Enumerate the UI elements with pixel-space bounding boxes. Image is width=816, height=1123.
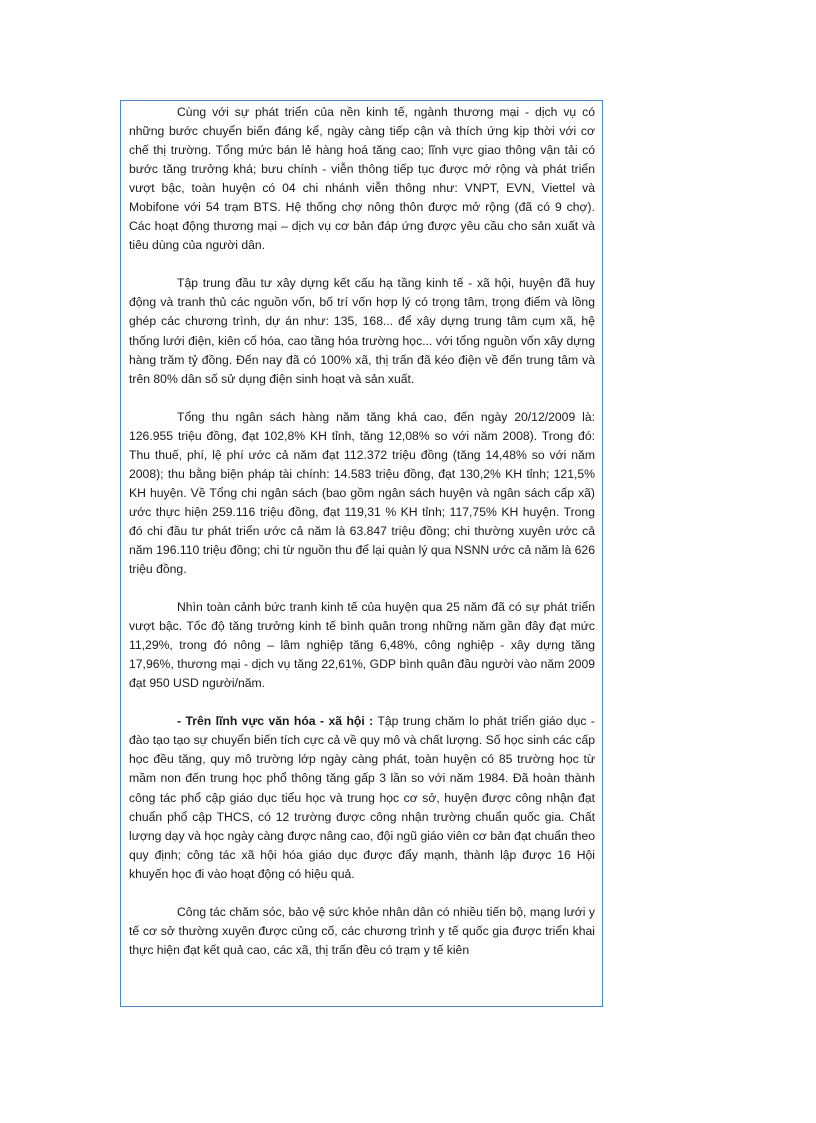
paragraph-culture-society	[129, 712, 595, 883]
document-page-frame	[120, 100, 603, 1007]
paragraph-infrastructure: Tập trung đầu tư xây dựng kết cấu hạ tầng kinh tế - xã hội, huyện đã huy động và tranh thủ các nguồn vốn, bố trí vốn hợp lý có trọng tâm, trọng điểm và lồng ghép các chương trình, dự án như: 135, 168... để xây dựng trung tâm cụm xã, hệ thống lưới điện, kiên cố hóa, cao tầng hóa trường học... với tổng nguồn vốn xây dựng hàng trăm tỷ đồng. Đến nay đã có 100% xã, thị trấn đã kéo điện về đến trung tâm và trên 80% dân số sử dụng điện sinh hoạt và sản xuất.	[129, 276, 595, 386]
paragraph-budget: Tổng thu ngân sách hàng năm tăng khá cao, đến ngày 20/12/2009 là: 126.955 triệu đồng, đạt 102,8% KH tỉnh, tăng 12,08% so với năm 2008). Trong đó: Thu thuế, phí, lệ phí ước cả năm đạt 112.372 triệu đồng (tăng 14,48% so với năm 2008); thu bằng biện pháp tài chính: 14.583 triệu đồng, đạt 130,2% KH tỉnh; 121,5% KH huyện. Về Tổng chi ngân sách (bao gồm ngân sách huyện và ngân sách cấp xã) ước thực hiện 259.116 triệu đồng, đạt 119,31 % KH tỉnh; 117,75% KH huyện. Trong đó chi đầu tư phát triển ước cả năm là 63.847 triệu đồng; chi thường xuyên ước cả năm 196.110 triệu đồng; chi từ nguồn thu để lại quản lý qua NSNN ước cả năm là 626 triệu đồng.	[129, 409, 595, 577]
paragraph-economic-overview: Nhìn toàn cảnh bức tranh kinh tế của huyện qua 25 năm đã có sự phát triển vượt bậc. Tốc độ tăng trưởng kinh tế bình quân trong những năm gần đây đạt mức 11,29%, trong đó nông – lâm nghiệp tăng 6,48%, công nghiệp - xây dựng tăng 17,96%, thương mại - dịch vụ tăng 22,61%, GDP bình quân đầu người vào năm 2009 đạt 950 USD người/năm.	[129, 600, 595, 691]
document-body	[121, 101, 602, 960]
culture-society-text: Tập trung chăm lo phát triển giáo dục - đào tạo tạo sự chuyển biến tích cực cả về quy mô và chất lượng. Số học sinh các cấp học đều tăng, quy mô trường lớp ngày càng phát, toàn huyện có 85 trường học từ mầm non đến trung học phổ thông tăng gấp 3 lần so với năm 1984. Đã hoàn thành công tác phổ cập giáo dục tiểu học và trung học cơ sở, huyện được công nhận đạt chuẩn phổ cập THCS, có 12 trường được công nhận trường chuẩn quốc gia. Chất lượng dạy và học ngày càng được nâng cao, đội ngũ giáo viên cơ bản đạt chuẩn theo quy định; công tác xã hội hóa giáo dục được đẩy mạnh, thành lập được 16 Hội khuyến học đi vào hoạt động có hiệu quả.	[129, 714, 595, 881]
paragraph-trade-services: Cùng với sự phát triển của nền kinh tế, ngành thương mại - dịch vụ có những bước chuyển biến đáng kể, ngày càng tiếp cận và thích ứng kịp thời với cơ chế thị trường. Tổng mức bán lẻ hàng hoá tăng cao; lĩnh vực giao thông vận tải có bước tăng trưởng khá; bưu chính - viễn thông tiếp tục được mở rộng và phát triển vượt bậc, toàn huyện có 04 chi nhánh viễn thông như: VNPT, EVN, Viettel và Mobifone với 54 trạm BTS. Hệ thống chợ nông thôn được mở rộng (đã có 9 chợ). Các hoạt động thương mại – dịch vụ cơ bản đáp ứng được yêu cầu cho sản xuất và tiêu dùng của người dân.	[129, 105, 595, 253]
culture-society-heading: - Trên lĩnh vực văn hóa - xã hội :	[177, 714, 374, 729]
paragraph-healthcare: Công tác chăm sóc, bảo vệ sức khỏe nhân dân có nhiều tiến bộ, mạng lưới y tế cơ sở thường xuyên được củng cố, các chương trình y tế quốc gia được triển khai thực hiện đạt kết quả cao, các xã, thị trấn đều có trạm y tế kiên	[129, 904, 595, 957]
